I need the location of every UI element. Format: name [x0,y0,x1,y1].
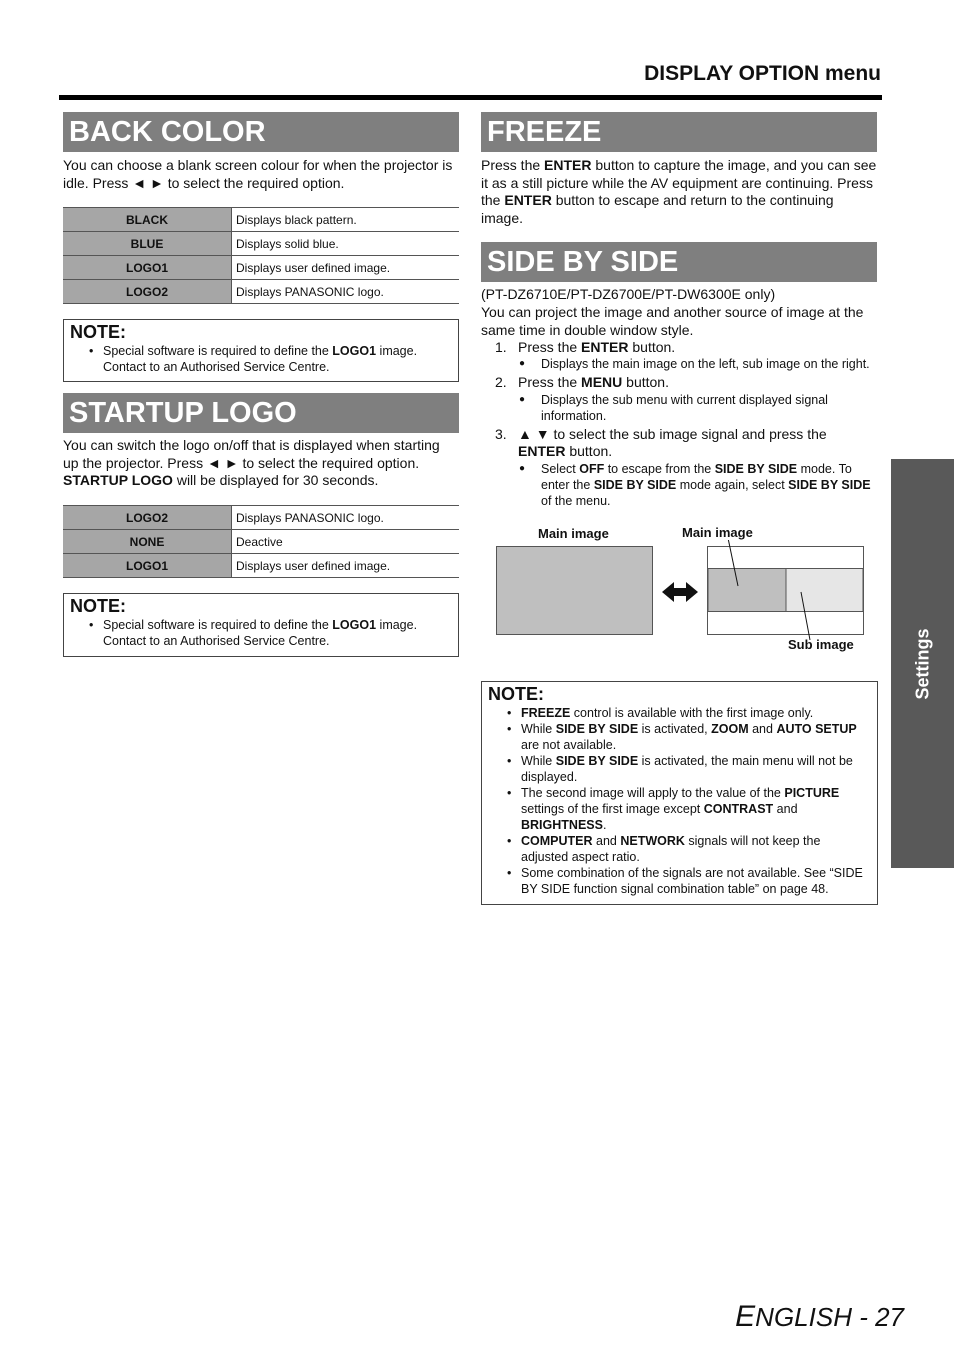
option-value: Deactive [232,530,460,554]
intro-text: will be displayed for 30 seconds. [172,472,379,488]
note-bold: BRIGHTNESS [521,818,603,832]
step-number: 3. [495,426,507,442]
option-value: Displays user defined image. [232,256,460,280]
startup-logo-intro [63,437,459,490]
note-title: NOTE: [488,684,544,704]
settings-tab-label: Settings [912,627,932,700]
sub-window [786,569,863,612]
footer-text: NGLISH - 27 [755,1302,904,1332]
note-bold: ZOOM [711,722,749,736]
side-by-side-steps [481,339,881,509]
swap-arrow-icon [662,582,698,602]
step-text: ▲ ▼ to select the sub image signal and press the [518,426,827,442]
table-row [63,554,459,578]
note-item [103,343,452,375]
back-color-heading: BACK COLOR [63,112,459,152]
note-text: and [748,722,777,736]
step-bold: ENTER [581,339,629,355]
step-2-detail: ● Displays the sub menu with current displayed signal information. [481,392,841,424]
intro-bold: STARTUP LOGO [63,472,173,488]
table-row [63,232,459,256]
note-item [521,705,871,721]
note-text: and [592,834,621,848]
side-by-side-models: (PT-DZ6710E/PT-DZ6700E/PT-DW6300E only) [481,286,776,302]
step-3 [481,426,838,460]
note-bold: SIDE BY SIDE [555,754,639,768]
step-text: Press the [518,374,582,390]
note-item: • Some combination of the signals are not available. See “SIDE BY SIDE function signal combination table” on page 48. [521,865,871,897]
step-3-detail [481,461,876,509]
option-key: BLUE [63,232,232,256]
option-value: Displays PANASONIC logo. [232,280,460,304]
note-text: is activated, the main menu will not be displayed. [521,754,853,784]
step-bold: MENU [581,374,623,390]
step-text: Press the [518,339,582,355]
note-bold: CONTRAST [703,802,774,816]
page-footer [735,1300,904,1334]
note-bold: LOGO1 [332,344,377,358]
note-title: NOTE: [70,596,126,616]
step-number: 1. [495,339,507,355]
note-bold: PICTURE [784,786,840,800]
note-bold: COMPUTER [521,834,593,848]
freeze-bold: ENTER [504,192,552,208]
table-row [63,280,459,304]
detail-text: mode again, select [676,478,789,492]
step-1-detail: ● Displays the main image on the left, sub image on the right. [481,356,881,372]
option-key: LOGO1 [63,256,232,280]
detail-bold: SIDE BY SIDE [788,478,871,492]
back-color-intro: You can choose a blank screen colour for when the projector is idle. Press ◄ ► to select the required option. [63,157,453,191]
detail-bold: SIDE BY SIDE [714,462,798,476]
note-text: Special software is required to define the [103,618,333,632]
note-bold: SIDE BY SIDE [555,722,639,736]
note-text: control is available with the first image only. [570,706,814,720]
option-value: Displays black pattern. [232,208,460,232]
note-bold: FREEZE [521,706,571,720]
note-title: NOTE: [70,322,126,342]
option-key: LOGO1 [63,554,232,578]
footer-cap: E [735,1300,756,1333]
step-text: button. [628,339,676,355]
page-header-title: DISPLAY OPTION menu [644,62,881,85]
note-text: While [521,754,556,768]
diagram-label-sub: Sub image [788,637,854,652]
note-text: The second image will apply to the value of the [521,786,785,800]
freeze-text-part: button to escape and return to the continuing image. [481,192,834,226]
note-text: . [602,818,607,832]
option-key: LOGO2 [63,506,232,530]
intro-text: You can switch the logo on/off that is displayed when starting up the projector. Press ◄ ► to select the required option. [63,437,440,471]
header-rule [59,95,882,100]
freeze-text [481,157,877,227]
diagram-label-main-left: Main image [538,526,609,541]
option-key: NONE [63,530,232,554]
freeze-heading: FREEZE [481,112,877,152]
note-text: signals will not keep the adjusted aspect ratio. [521,834,821,864]
note-text: While [521,722,556,736]
freeze-text-part: Press the [481,157,545,173]
back-color-table [63,207,459,304]
note-text: Special software is required to define the [103,344,333,358]
note-item [521,833,871,865]
note-bold: LOGO1 [332,618,377,632]
step-number: 2. [495,374,507,390]
startup-logo-table [63,505,459,578]
detail-bold: SIDE BY SIDE [593,478,677,492]
note-item [521,721,871,753]
side-by-side-note [481,681,878,905]
table-row [63,530,459,554]
note-text: is activated, [638,722,712,736]
side-by-side-diagram [490,540,870,640]
note-text: image. Contact to an Authorised Service Centre. [103,618,418,648]
startup-logo-note [63,593,459,657]
side-by-side-heading: SIDE BY SIDE [481,242,877,282]
freeze-text-part: button to capture the image, and you can see it as a still picture while the AV equipment are continuing. Press the [481,157,877,208]
main-window [708,569,786,612]
table-row [63,506,459,530]
note-text: settings of the first image except [521,802,704,816]
step-1 [481,339,881,356]
step-bold: ENTER [518,443,566,459]
note-item [521,753,871,785]
option-key: LOGO2 [63,280,232,304]
detail-text: Select [541,462,580,476]
option-key: BLACK [63,208,232,232]
step-2 [481,374,881,391]
note-text: image. Contact to an Authorised Service Centre. [103,344,418,374]
startup-logo-heading: STARTUP LOGO [63,393,459,433]
detail-bold: OFF [579,462,605,476]
note-text: and [773,802,798,816]
single-screen [497,547,653,635]
note-bold: NETWORK [620,834,685,848]
table-row [63,256,459,280]
freeze-bold: ENTER [544,157,592,173]
note-item [521,785,871,833]
back-color-note [63,319,459,382]
option-value: Displays PANASONIC logo. [232,506,460,530]
option-value: Displays solid blue. [232,232,460,256]
note-text: are not available. [521,738,617,752]
step-text: button. [565,443,613,459]
side-by-side-intro: You can project the image and another source of image at the same time in double window style. [481,304,864,338]
settings-side-tab [891,459,954,868]
detail-text: to escape from the [604,462,715,476]
detail-text: mode. To enter the [541,462,852,492]
table-row [63,208,459,232]
option-value: Displays user defined image. [232,554,460,578]
diagram-label-main-right: Main image [682,525,753,540]
note-item [103,617,452,649]
step-text: button. [622,374,669,390]
note-bold: AUTO SETUP [776,722,857,736]
detail-text: of the menu. [541,494,611,508]
